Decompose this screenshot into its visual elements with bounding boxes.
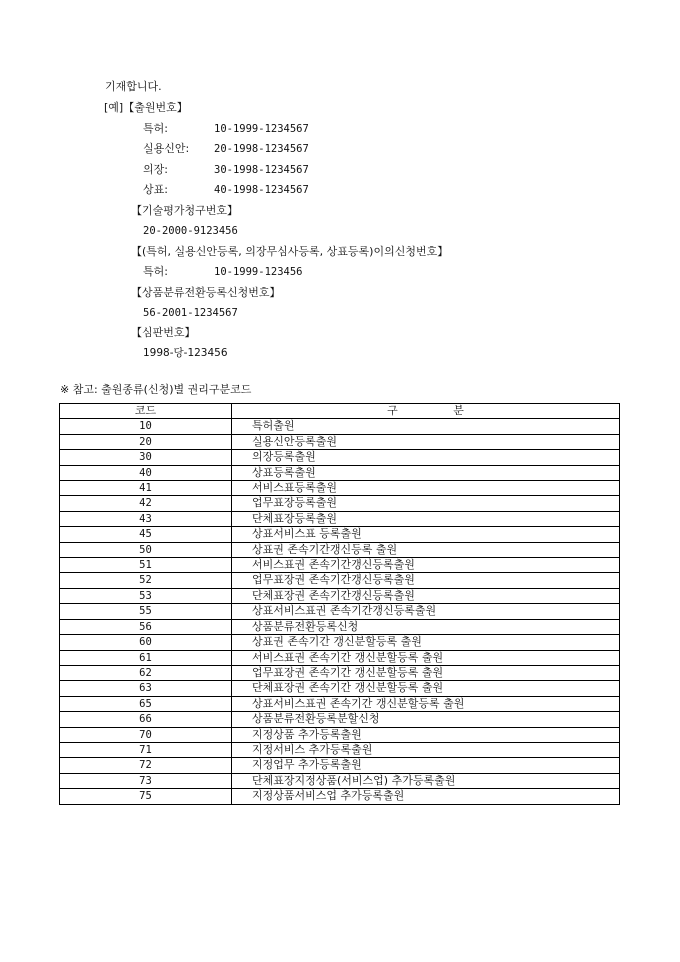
category-cell: 상표서비스표권 존속기간갱신등록출원	[232, 604, 620, 619]
objection-label: 특허:	[143, 265, 168, 278]
tech-eval-number: 20-2000-9123456	[143, 225, 238, 237]
category-cell: 업무표장권 존속기간갱신등록출원	[232, 573, 620, 588]
table-row	[60, 696, 620, 711]
example-item-number: 30-1998-1234567	[214, 164, 309, 176]
table-row	[60, 465, 620, 480]
table-row	[60, 419, 620, 434]
category-cell: 지정업무 추가등록출원	[232, 758, 620, 773]
table-row	[60, 742, 620, 757]
reference-mark-icon: ※	[60, 383, 70, 396]
code-cell: 41	[60, 481, 232, 496]
category-cell: 단체표장등록출원	[232, 511, 620, 526]
code-cell: 53	[60, 588, 232, 603]
example-item-label: 특허:	[143, 122, 168, 135]
category-cell: 의장등록출원	[232, 450, 620, 465]
table-row	[60, 773, 620, 788]
table-row	[60, 789, 620, 804]
code-cell: 63	[60, 681, 232, 696]
code-cell: 10	[60, 419, 232, 434]
table-row	[60, 434, 620, 449]
example-item-label: 의장:	[143, 163, 168, 176]
category-cell: 상품분류전환등록분할신청	[232, 712, 620, 727]
trial-number: 1998-당-123456	[143, 347, 228, 359]
code-cell: 55	[60, 604, 232, 619]
code-cell: 60	[60, 635, 232, 650]
category-cell: 단체표장지정상품(서비스업) 추가등록출원	[232, 773, 620, 788]
table-row	[60, 712, 620, 727]
code-cell: 50	[60, 542, 232, 557]
example-item-number: 40-1998-1234567	[214, 184, 309, 196]
rights-code-table	[59, 403, 620, 805]
table-row	[60, 527, 620, 542]
category-cell: 실용신안등록출원	[232, 434, 620, 449]
trial-heading: 【심판번호】	[131, 326, 196, 339]
category-cell: 지정상품 추가등록출원	[232, 727, 620, 742]
category-cell: 상표권 존속기간갱신등록 출원	[232, 542, 620, 557]
table-header-row	[60, 404, 620, 419]
code-cell: 62	[60, 665, 232, 680]
conversion-heading: 【상품분류전환등록신청번호】	[131, 286, 281, 299]
code-cell: 42	[60, 496, 232, 511]
table-row	[60, 727, 620, 742]
example-item-number: 20-1998-1234567	[214, 143, 309, 155]
code-cell: 43	[60, 511, 232, 526]
table-row	[60, 573, 620, 588]
table-row	[60, 496, 620, 511]
table-row	[60, 558, 620, 573]
column-header-category	[232, 404, 620, 419]
category-cell: 단체표장권 존속기간갱신등록출원	[232, 588, 620, 603]
tech-eval-heading: 【기술평가청구번호】	[131, 204, 239, 217]
code-cell: 20	[60, 434, 232, 449]
code-cell: 30	[60, 450, 232, 465]
category-cell: 상표권 존속기간 갱신분할등록 출원	[232, 635, 620, 650]
code-cell: 52	[60, 573, 232, 588]
objection-number: 10-1999-123456	[214, 266, 303, 278]
category-cell: 단체표장권 존속기간 갱신분할등록 출원	[232, 681, 620, 696]
category-cell: 상표서비스표 등록출원	[232, 527, 620, 542]
code-cell: 73	[60, 773, 232, 788]
category-cell: 서비스표등록출원	[232, 481, 620, 496]
objection-heading: 【(특허, 실용신안등록, 의장무심사등록, 상표등록)이의신청번호】	[131, 245, 449, 258]
table-row	[60, 650, 620, 665]
category-cell: 업무표장등록출원	[232, 496, 620, 511]
objection-line	[143, 265, 303, 279]
table-row	[60, 604, 620, 619]
code-cell: 75	[60, 789, 232, 804]
table-row	[60, 665, 620, 680]
code-cell: 45	[60, 527, 232, 542]
reference-note	[60, 383, 251, 397]
conversion-number: 56-2001-1234567	[143, 307, 238, 319]
intro-text: 기재합니다.	[105, 80, 162, 93]
table-row	[60, 619, 620, 634]
code-cell: 56	[60, 619, 232, 634]
example-item	[143, 183, 309, 197]
application-number-heading: 【출원번호】	[123, 101, 188, 114]
example-item	[143, 142, 309, 156]
category-cell: 업무표장권 존속기간 갱신분할등록 출원	[232, 665, 620, 680]
table-row	[60, 758, 620, 773]
code-cell: 70	[60, 727, 232, 742]
code-cell: 72	[60, 758, 232, 773]
example-heading-line	[104, 101, 188, 115]
example-item-label: 실용신안:	[143, 142, 190, 155]
category-cell: 상표등록출원	[232, 465, 620, 480]
example-item	[143, 163, 309, 177]
column-header-code: 코드	[60, 404, 232, 419]
code-cell: 66	[60, 712, 232, 727]
table-row	[60, 635, 620, 650]
category-cell: 지정상품서비스업 추가등록출원	[232, 789, 620, 804]
code-cell: 71	[60, 742, 232, 757]
category-cell: 상품분류전환등록신청	[232, 619, 620, 634]
category-cell: 상표서비스표권 존속기간 갱신분할등록 출원	[232, 696, 620, 711]
category-cell: 서비스표권 존속기간 갱신분할등록 출원	[232, 650, 620, 665]
example-prefix: [예]	[104, 101, 124, 114]
code-cell: 61	[60, 650, 232, 665]
table-row	[60, 450, 620, 465]
table-row	[60, 681, 620, 696]
category-cell: 지정서비스 추가등록출원	[232, 742, 620, 757]
table-body	[60, 419, 620, 804]
example-item	[143, 122, 309, 136]
category-cell: 서비스표권 존속기간갱신등록출원	[232, 558, 620, 573]
code-cell: 51	[60, 558, 232, 573]
table-row	[60, 511, 620, 526]
code-cell: 65	[60, 696, 232, 711]
example-item-number: 10-1999-1234567	[214, 123, 309, 135]
example-item-label: 상표:	[143, 183, 168, 196]
reference-text: 참고: 출원종류(신청)별 권리구분코드	[72, 383, 252, 396]
table-row	[60, 588, 620, 603]
category-cell: 특허출원	[232, 419, 620, 434]
table-row	[60, 481, 620, 496]
column-header-category-text: 구 분	[387, 404, 464, 417]
code-cell: 40	[60, 465, 232, 480]
table-row	[60, 542, 620, 557]
